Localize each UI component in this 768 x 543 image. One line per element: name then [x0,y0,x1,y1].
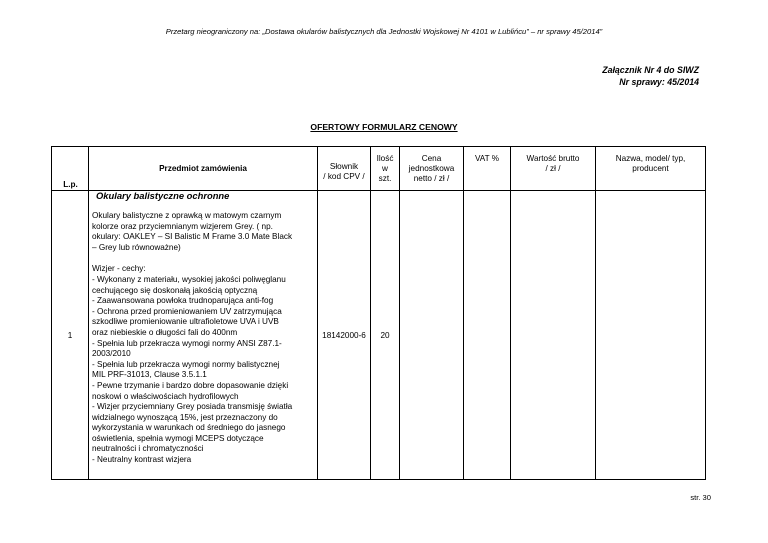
row-vat[interactable] [464,191,511,480]
feature-line: oświetlenia, spełnia wymogi MCEPS dotyczące [92,433,264,443]
feature-line: - Pewne trzymanie i bardzo dobre dopasowanie dzięki [92,380,289,390]
row-lp: 1 [52,191,89,480]
page-number: str. 30 [690,493,711,502]
intro-line: – Grey lub równoważne) [92,242,181,252]
item-intro [92,211,314,253]
intro-line: Okulary balistyczne z oprawką w matowym czarnym [92,211,282,220]
header-quantity: Ilość w szt. [371,147,400,191]
intro-line: kolorze oraz przyciemnianym wizjerem Grey. ( np. [92,221,273,231]
feature-line: cechującego się doskonałą jakością optyczną [92,285,258,295]
table-header-row [52,147,706,191]
feature-line: - Wizjer przyciemniany Grey posiada transmisję światła [92,402,293,412]
annex-label [602,64,699,88]
annex-number: Załącznik Nr 4 do SIWZ [602,65,699,75]
header-lp: L.p. [52,147,89,191]
item-features [92,264,314,465]
row-gross-value[interactable] [511,191,596,480]
header-model-producer: Nazwa, model/ typ, producent [596,147,706,191]
row-quantity: 20 [371,191,400,480]
row-unit-price[interactable] [400,191,464,480]
table-row [52,191,706,480]
feature-line: szkodliwe promieniowanie ultrafioletowe UVA i UVB [92,317,279,327]
row-model-producer[interactable] [596,191,706,480]
feature-line: - Wykonany z materiału, wysokiej jakości poliwęglanu [92,274,286,284]
feature-line: widzialnego wynoszącą 15%, jest przeznaczony do [92,412,278,422]
feature-line: 2003/2010 [92,349,131,359]
feature-line: noskowi o właściwościach hydrofilowych [92,391,239,401]
feature-line: neutralności i chromatyczności [92,444,204,454]
header-cpv: Słownik / kod CPV / [318,147,371,191]
header-gross-value: Wartość brutto / zł / [511,147,596,191]
intro-line: okulary: OAKLEY – SI Balistic M Frame 3.0 Mate Black [92,232,293,242]
feature-line: Wizjer - cechy: [92,264,146,274]
row-cpv: 18142000-6 [318,191,371,480]
feature-line: - Neutralny kontrast wizjera [92,455,192,465]
feature-line: - Spełnia lub przekracza wymogi normy balistycznej [92,359,280,369]
case-number: Nr sprawy: 45/2014 [619,77,699,87]
feature-line: - Ochrona przed promieniowaniem UV zatrzymująca [92,306,282,316]
feature-line: MIL PRF-31013, Clause 3.5.1.1 [92,370,207,380]
feature-line: oraz niebieskie o długości fali do 400nm [92,327,238,337]
feature-line: wykorzystania w warunkach od średniego do jasnego [92,423,286,433]
row-subject [89,191,318,480]
form-title: OFERTOWY FORMULARZ CENOWY [310,122,458,132]
feature-line: - Zaawansowana powłoka trudnoparująca anti-fog [92,296,274,306]
header-subject: Przedmiot zamówienia [89,147,318,191]
group-title: Okulary balistyczne ochronne [96,190,230,201]
feature-line: - Spełnia lub przekracza wymogi normy ANSI Z87.1- [92,338,282,348]
document-header: Przetarg nieograniczony na: „Dostawa okularów balistycznych dla Jednostki Wojskowej Nr 4101 w Lublińcu” – nr sprawy 45/2014” [165,27,603,36]
header-unit-price: Cena jednostkowa netto / zł / [400,147,464,191]
header-vat: VAT % [464,147,511,191]
